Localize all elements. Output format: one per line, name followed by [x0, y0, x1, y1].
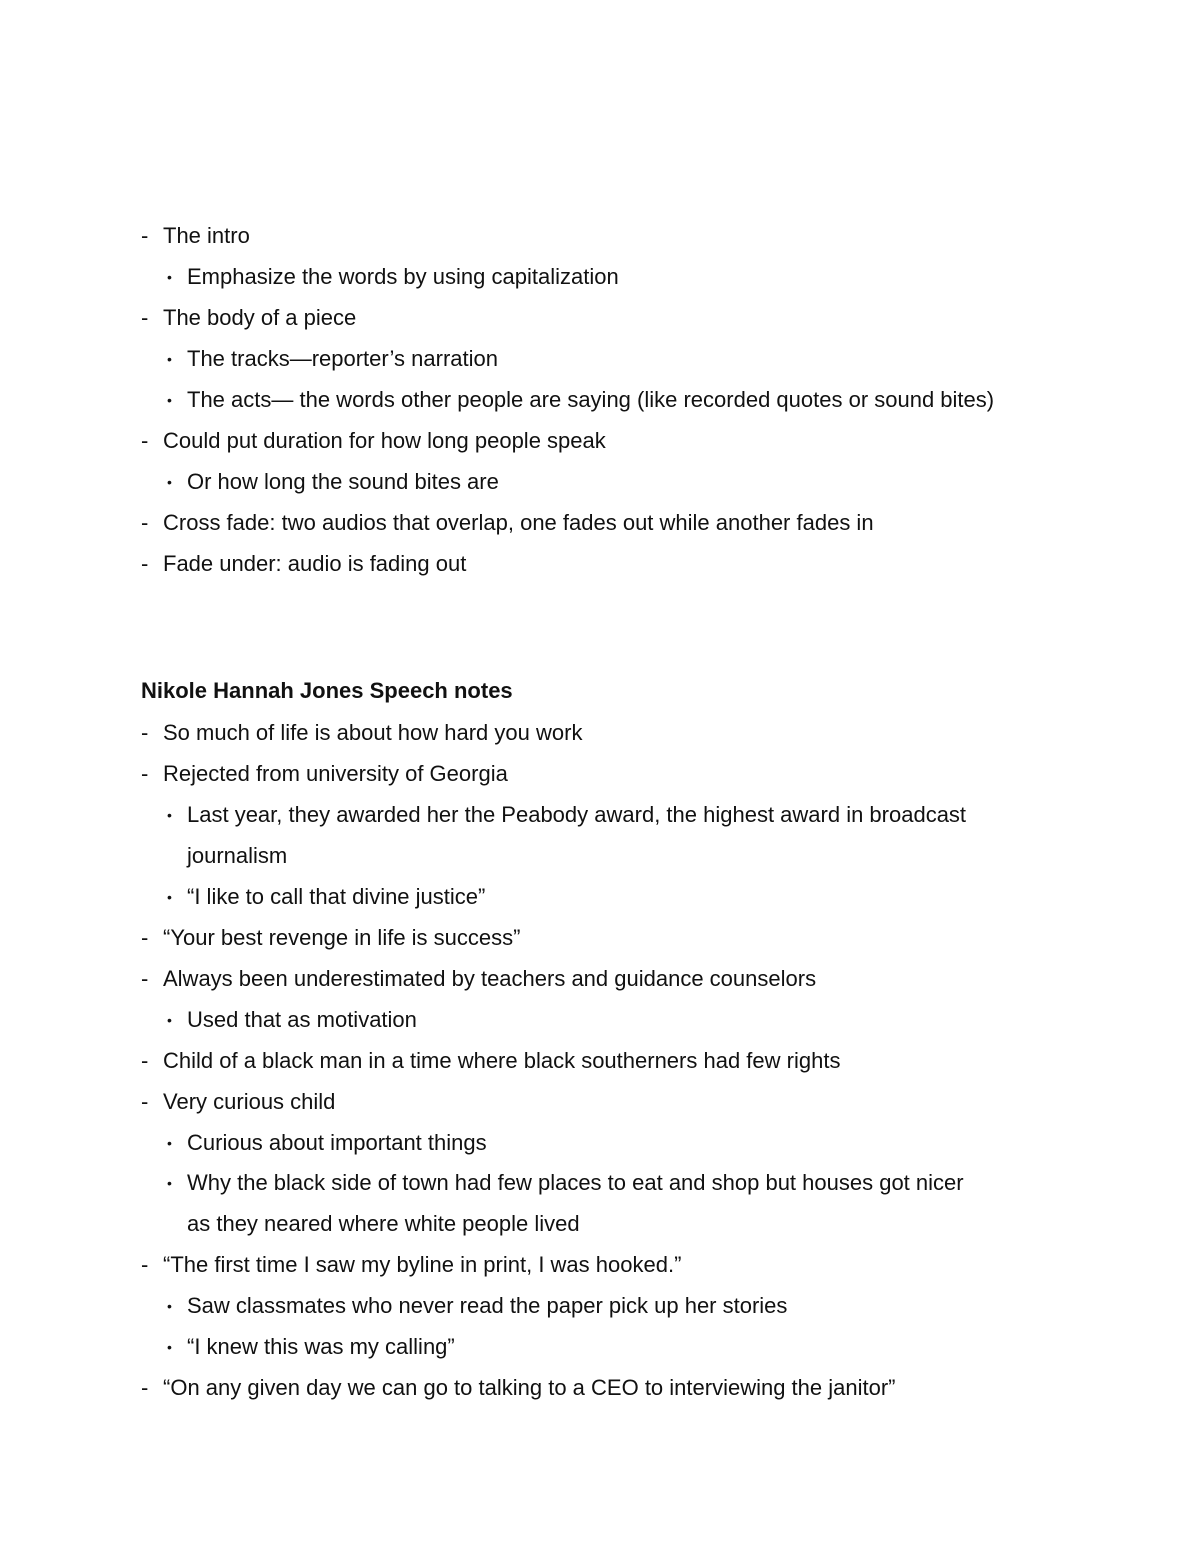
list-item-text: Why the black side of town had few places to eat and shop but houses got nicer: [187, 1170, 964, 1196]
dash-marker: -: [141, 965, 149, 991]
list-item-text: Child of a black man in a time where black southerners had few rights: [163, 1047, 841, 1073]
list-item-text: The acts— the words other people are saying (like recorded quotes or sound bites): [187, 387, 995, 412]
list-item-text: The body of a piece: [163, 305, 357, 330]
bullet-marker: •: [167, 1011, 172, 1028]
bullet-marker: •: [167, 474, 172, 490]
dash-marker: -: [141, 924, 149, 950]
bullet-marker: •: [167, 888, 172, 905]
dash-marker: -: [141, 1375, 149, 1401]
list-item-text: Very curious child: [163, 1088, 336, 1114]
list-item-text: “I knew this was my calling”: [187, 1334, 455, 1360]
dash-marker: -: [141, 720, 149, 745]
dash-marker: -: [141, 1047, 149, 1073]
dash-marker: -: [141, 510, 149, 535]
list-item-text: Saw classmates who never read the paper pick up her stories: [187, 1293, 788, 1319]
dash-marker: -: [141, 223, 149, 248]
dash-marker: -: [141, 305, 149, 330]
bullet-marker: •: [167, 351, 172, 367]
list-item-text: “On any given day we can go to talking to a CEO to interviewing the janitor”: [163, 1375, 896, 1401]
list-item-text: Used that as motivation: [187, 1006, 417, 1032]
bullet-marker: •: [167, 1175, 172, 1192]
list-item-text: Fade under: audio is fading out: [163, 551, 467, 576]
list-item-text: as they neared where white people lived: [187, 1211, 580, 1237]
bullet-marker: •: [167, 269, 172, 285]
dash-marker: -: [141, 551, 149, 576]
list-item-text: “Your best revenge in life is success”: [163, 924, 521, 950]
bullet-marker: •: [167, 1339, 172, 1356]
list-item-text: Last year, they awarded her the Peabody award, the highest award in broadcast: [187, 801, 967, 827]
section-heading: Nikole Hannah Jones Speech notes: [141, 678, 513, 703]
list-item-text: journalism: [187, 842, 288, 868]
list-item-text: “The first time I saw my byline in print, I was hooked.”: [163, 1252, 682, 1278]
list-item-text: Rejected from university of Georgia: [163, 760, 508, 786]
dash-marker: -: [141, 1088, 149, 1114]
list-item-text: Could put duration for how long people speak: [163, 428, 606, 453]
bullet-marker: •: [167, 392, 172, 408]
bullet-marker: •: [167, 1298, 172, 1315]
list-item-text: Curious about important things: [187, 1129, 487, 1155]
list-item-text: Cross fade: two audios that overlap, one fades out while another fades in: [163, 510, 874, 535]
dash-marker: -: [141, 1252, 149, 1278]
list-item-text: Emphasize the words by using capitalization: [187, 264, 619, 289]
bullet-marker: •: [167, 806, 172, 823]
dash-marker: -: [141, 760, 149, 786]
list-item-text: “I like to call that divine justice”: [187, 883, 486, 909]
bullet-marker: •: [167, 1134, 172, 1151]
list-item-text: The intro: [163, 223, 250, 248]
list-item-text: Or how long the sound bites are: [187, 469, 499, 494]
list-item-text: The tracks—reporter’s narration: [187, 346, 498, 371]
list-item-text: Always been underestimated by teachers and guidance counselors: [163, 965, 817, 991]
dash-marker: -: [141, 428, 149, 453]
list-item-text: So much of life is about how hard you work: [163, 720, 583, 745]
